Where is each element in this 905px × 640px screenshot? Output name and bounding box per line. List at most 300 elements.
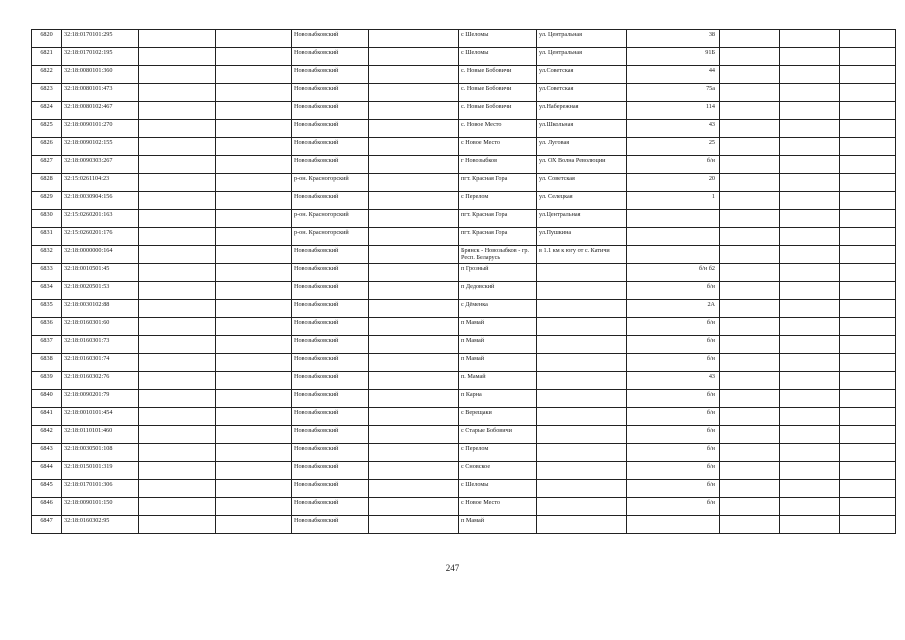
table-row <box>32 282 896 300</box>
empty-cell <box>369 174 459 192</box>
empty-cell <box>840 408 896 426</box>
street-cell: ул. Центральная <box>537 30 627 48</box>
empty-cell <box>216 30 292 48</box>
street-cell <box>537 480 627 498</box>
district-cell: Новозыбковский <box>292 372 369 390</box>
street-cell: ул. ОХ Волна Революции <box>537 156 627 174</box>
empty-cell <box>720 30 780 48</box>
cadastral-number-cell: 32:18:0160301:60 <box>62 318 139 336</box>
empty-cell <box>369 138 459 156</box>
empty-cell <box>780 84 840 102</box>
cadastral-number-cell: 32:15:0260201:176 <box>62 228 139 246</box>
table-row <box>32 138 896 156</box>
row-number-cell: 6832 <box>32 246 62 264</box>
empty-cell <box>720 228 780 246</box>
empty-cell <box>720 282 780 300</box>
empty-cell <box>139 480 216 498</box>
district-cell: Новозыбковский <box>292 264 369 282</box>
cadastral-number-cell: 32:18:0090101:150 <box>62 498 139 516</box>
house-number-cell: б/н <box>627 318 720 336</box>
street-cell <box>537 318 627 336</box>
empty-cell <box>780 228 840 246</box>
empty-cell <box>369 120 459 138</box>
district-cell: Новозыбковский <box>292 246 369 264</box>
empty-cell <box>369 390 459 408</box>
empty-cell <box>216 444 292 462</box>
house-number-cell: б/н <box>627 498 720 516</box>
cadastral-number-cell: 32:18:0020501:53 <box>62 282 139 300</box>
empty-cell <box>840 210 896 228</box>
empty-cell <box>216 462 292 480</box>
empty-cell <box>840 372 896 390</box>
cadastral-number-cell: 32:18:0010501:45 <box>62 264 139 282</box>
empty-cell <box>720 390 780 408</box>
empty-cell <box>139 516 216 534</box>
empty-cell <box>780 516 840 534</box>
empty-cell <box>780 102 840 120</box>
empty-cell <box>720 426 780 444</box>
empty-cell <box>840 48 896 66</box>
locality-cell: с. Новые Бобовичи <box>459 66 537 84</box>
house-number-cell: б/н <box>627 480 720 498</box>
locality-cell: с. Новые Бобовичи <box>459 84 537 102</box>
empty-cell <box>780 390 840 408</box>
empty-cell <box>780 66 840 84</box>
empty-cell <box>369 102 459 120</box>
empty-cell <box>139 48 216 66</box>
street-cell: ул.Школьная <box>537 120 627 138</box>
empty-cell <box>720 300 780 318</box>
row-number-cell: 6840 <box>32 390 62 408</box>
empty-cell <box>780 498 840 516</box>
district-cell: Новозыбковский <box>292 318 369 336</box>
empty-cell <box>216 156 292 174</box>
empty-cell <box>720 408 780 426</box>
empty-cell <box>216 120 292 138</box>
cadastral-number-cell: 32:18:0160301:74 <box>62 354 139 372</box>
empty-cell <box>840 462 896 480</box>
street-cell <box>537 444 627 462</box>
empty-cell <box>840 120 896 138</box>
table-row <box>32 318 896 336</box>
cadastral-number-cell: 32:18:0170102:195 <box>62 48 139 66</box>
house-number-cell: б/н б2 <box>627 264 720 282</box>
empty-cell <box>720 84 780 102</box>
district-cell: Новозыбковский <box>292 300 369 318</box>
empty-cell <box>139 30 216 48</box>
empty-cell <box>720 480 780 498</box>
empty-cell <box>369 192 459 210</box>
cadastral-number-cell: 32:18:0090201:79 <box>62 390 139 408</box>
empty-cell <box>139 192 216 210</box>
district-cell: Новозыбковский <box>292 498 369 516</box>
locality-cell: п. Мамай <box>459 372 537 390</box>
registry-table-body <box>32 30 896 534</box>
street-cell <box>537 408 627 426</box>
table-row <box>32 264 896 282</box>
empty-cell <box>720 66 780 84</box>
empty-cell <box>840 102 896 120</box>
locality-cell: п Мамай <box>459 354 537 372</box>
empty-cell <box>780 408 840 426</box>
row-number-cell: 6842 <box>32 426 62 444</box>
house-number-cell: б/н <box>627 156 720 174</box>
empty-cell <box>369 318 459 336</box>
empty-cell <box>780 444 840 462</box>
house-number-cell: б/н <box>627 354 720 372</box>
empty-cell <box>216 408 292 426</box>
locality-cell: пгт. Красная Гора <box>459 228 537 246</box>
empty-cell <box>840 156 896 174</box>
cadastral-number-cell: 32:18:0150101:319 <box>62 462 139 480</box>
cadastral-number-cell: 32:18:0170101:306 <box>62 480 139 498</box>
locality-cell: п Мамай <box>459 336 537 354</box>
empty-cell <box>369 426 459 444</box>
locality-cell: пгт. Красная Гора <box>459 174 537 192</box>
empty-cell <box>720 120 780 138</box>
empty-cell <box>139 156 216 174</box>
cadastral-number-cell: 32:18:0080102:467 <box>62 102 139 120</box>
empty-cell <box>780 318 840 336</box>
table-row <box>32 426 896 444</box>
table-row <box>32 156 896 174</box>
cadastral-number-cell: 32:18:0160301:73 <box>62 336 139 354</box>
district-cell: Новозыбковский <box>292 462 369 480</box>
street-cell: ул. Луговая <box>537 138 627 156</box>
locality-cell: с Сновское <box>459 462 537 480</box>
empty-cell <box>840 84 896 102</box>
street-cell <box>537 390 627 408</box>
cadastral-number-cell: 32:18:0080101:360 <box>62 66 139 84</box>
street-cell: ул.Советская <box>537 66 627 84</box>
table-row <box>32 300 896 318</box>
empty-cell <box>216 84 292 102</box>
empty-cell <box>139 282 216 300</box>
table-row <box>32 84 896 102</box>
house-number-cell: 1 <box>627 192 720 210</box>
house-number-cell: 2А <box>627 300 720 318</box>
row-number-cell: 6835 <box>32 300 62 318</box>
row-number-cell: 6820 <box>32 30 62 48</box>
cadastral-number-cell: 32:18:0000000:164 <box>62 246 139 264</box>
empty-cell <box>780 372 840 390</box>
house-number-cell: 44 <box>627 66 720 84</box>
row-number-cell: 6826 <box>32 138 62 156</box>
locality-cell: г Новозыбков <box>459 156 537 174</box>
empty-cell <box>369 210 459 228</box>
empty-cell <box>139 372 216 390</box>
row-number-cell: 6822 <box>32 66 62 84</box>
table-row <box>32 480 896 498</box>
row-number-cell: 6841 <box>32 408 62 426</box>
empty-cell <box>216 282 292 300</box>
table-row <box>32 372 896 390</box>
row-number-cell: 6847 <box>32 516 62 534</box>
empty-cell <box>216 138 292 156</box>
empty-cell <box>840 480 896 498</box>
cadastral-number-cell: 32:15:0261104:23 <box>62 174 139 192</box>
table-row <box>32 390 896 408</box>
locality-cell: с Старые Бобовичи <box>459 426 537 444</box>
street-cell <box>537 282 627 300</box>
empty-cell <box>139 246 216 264</box>
street-cell <box>537 354 627 372</box>
house-number-cell: б/н <box>627 444 720 462</box>
empty-cell <box>139 354 216 372</box>
street-cell <box>537 300 627 318</box>
empty-cell <box>216 210 292 228</box>
row-number-cell: 6845 <box>32 480 62 498</box>
locality-cell: с Дёменка <box>459 300 537 318</box>
street-cell <box>537 426 627 444</box>
table-row <box>32 462 896 480</box>
empty-cell <box>780 138 840 156</box>
locality-cell: п Мамай <box>459 516 537 534</box>
empty-cell <box>369 354 459 372</box>
district-cell: Новозыбковский <box>292 138 369 156</box>
table-row <box>32 102 896 120</box>
empty-cell <box>780 282 840 300</box>
empty-cell <box>780 30 840 48</box>
locality-cell: с Верещаки <box>459 408 537 426</box>
empty-cell <box>780 264 840 282</box>
empty-cell <box>139 264 216 282</box>
empty-cell <box>840 300 896 318</box>
empty-cell <box>720 246 780 264</box>
cadastral-number-cell: 32:18:0030102:88 <box>62 300 139 318</box>
row-number-cell: 6829 <box>32 192 62 210</box>
locality-cell: с. Новое Место <box>459 120 537 138</box>
table-row <box>32 192 896 210</box>
empty-cell <box>216 66 292 84</box>
district-cell: Новозыбковский <box>292 48 369 66</box>
empty-cell <box>216 300 292 318</box>
cadastral-number-cell: 32:18:0170101:295 <box>62 30 139 48</box>
empty-cell <box>840 30 896 48</box>
empty-cell <box>840 318 896 336</box>
empty-cell <box>139 120 216 138</box>
locality-cell: Брянск - Новозыбков - гр. Респ. Беларусь <box>459 246 537 264</box>
empty-cell <box>216 228 292 246</box>
district-cell: Новозыбковский <box>292 516 369 534</box>
street-cell: ул. Советская <box>537 174 627 192</box>
empty-cell <box>840 192 896 210</box>
empty-cell <box>720 102 780 120</box>
row-number-cell: 6836 <box>32 318 62 336</box>
empty-cell <box>369 66 459 84</box>
empty-cell <box>369 282 459 300</box>
cadastral-number-cell: 32:15:0260201:163 <box>62 210 139 228</box>
district-cell: р-он. Красногорский <box>292 228 369 246</box>
empty-cell <box>369 462 459 480</box>
row-number-cell: 6844 <box>32 462 62 480</box>
empty-cell <box>720 354 780 372</box>
district-cell: Новозыбковский <box>292 66 369 84</box>
street-cell: ул.Набережная <box>537 102 627 120</box>
table-row <box>32 66 896 84</box>
empty-cell <box>720 444 780 462</box>
district-cell: Новозыбковский <box>292 480 369 498</box>
district-cell: Новозыбковский <box>292 408 369 426</box>
empty-cell <box>369 444 459 462</box>
table-row <box>32 498 896 516</box>
empty-cell <box>840 390 896 408</box>
empty-cell <box>369 408 459 426</box>
table-row <box>32 228 896 246</box>
empty-cell <box>780 300 840 318</box>
row-number-cell: 6823 <box>32 84 62 102</box>
empty-cell <box>369 336 459 354</box>
cadastral-number-cell: 32:18:0090102:155 <box>62 138 139 156</box>
empty-cell <box>840 246 896 264</box>
empty-cell <box>720 462 780 480</box>
house-number-cell: 43 <box>627 120 720 138</box>
table-row <box>32 48 896 66</box>
empty-cell <box>369 300 459 318</box>
empty-cell <box>720 174 780 192</box>
street-cell <box>537 516 627 534</box>
locality-cell: п Мамай <box>459 318 537 336</box>
empty-cell <box>369 48 459 66</box>
empty-cell <box>139 84 216 102</box>
cadastral-number-cell: 32:18:0090101:270 <box>62 120 139 138</box>
empty-cell <box>216 264 292 282</box>
district-cell: Новозыбковский <box>292 120 369 138</box>
street-cell: ул. Селецкая <box>537 192 627 210</box>
empty-cell <box>840 138 896 156</box>
district-cell: Новозыбковский <box>292 30 369 48</box>
empty-cell <box>369 246 459 264</box>
table-row <box>32 408 896 426</box>
empty-cell <box>780 48 840 66</box>
empty-cell <box>840 444 896 462</box>
empty-cell <box>216 426 292 444</box>
house-number-cell: 75а <box>627 84 720 102</box>
district-cell: Новозыбковский <box>292 102 369 120</box>
house-number-cell: 91Б <box>627 48 720 66</box>
empty-cell <box>780 120 840 138</box>
district-cell: р-он. Красногорский <box>292 210 369 228</box>
empty-cell <box>139 390 216 408</box>
empty-cell <box>369 498 459 516</box>
empty-cell <box>216 498 292 516</box>
page-number: 247 <box>445 563 460 573</box>
cadastral-number-cell: 32:18:0030904:156 <box>62 192 139 210</box>
empty-cell <box>139 462 216 480</box>
empty-cell <box>216 246 292 264</box>
table-row <box>32 516 896 534</box>
empty-cell <box>139 174 216 192</box>
table-row <box>32 246 896 264</box>
district-cell: Новозыбковский <box>292 426 369 444</box>
empty-cell <box>139 210 216 228</box>
empty-cell <box>840 426 896 444</box>
empty-cell <box>840 228 896 246</box>
empty-cell <box>780 174 840 192</box>
house-number-cell: б/н <box>627 282 720 300</box>
empty-cell <box>780 480 840 498</box>
empty-cell <box>720 336 780 354</box>
street-cell: ул.Пушкина <box>537 228 627 246</box>
street-cell: в 1.1 км к югу от с. Катичи <box>537 246 627 264</box>
street-cell: ул.Советская <box>537 84 627 102</box>
empty-cell <box>139 318 216 336</box>
empty-cell <box>216 354 292 372</box>
empty-cell <box>780 354 840 372</box>
empty-cell <box>216 336 292 354</box>
locality-cell: с Новое Место <box>459 498 537 516</box>
district-cell: Новозыбковский <box>292 282 369 300</box>
empty-cell <box>139 426 216 444</box>
registry-table <box>31 29 896 534</box>
house-number-cell <box>627 246 720 264</box>
street-cell <box>537 264 627 282</box>
empty-cell <box>369 480 459 498</box>
cadastral-number-cell: 32:18:0160302:95 <box>62 516 139 534</box>
empty-cell <box>840 354 896 372</box>
empty-cell <box>139 138 216 156</box>
street-cell: ул.Центральная <box>537 210 627 228</box>
empty-cell <box>216 102 292 120</box>
empty-cell <box>840 174 896 192</box>
empty-cell <box>720 156 780 174</box>
empty-cell <box>780 210 840 228</box>
empty-cell <box>369 30 459 48</box>
empty-cell <box>216 516 292 534</box>
empty-cell <box>720 372 780 390</box>
street-cell <box>537 462 627 480</box>
street-cell <box>537 336 627 354</box>
empty-cell <box>369 228 459 246</box>
empty-cell <box>780 246 840 264</box>
empty-cell <box>216 48 292 66</box>
district-cell: Новозыбковский <box>292 192 369 210</box>
district-cell: Новозыбковский <box>292 444 369 462</box>
district-cell: Новозыбковский <box>292 354 369 372</box>
empty-cell <box>780 336 840 354</box>
row-number-cell: 6825 <box>32 120 62 138</box>
empty-cell <box>369 264 459 282</box>
cadastral-number-cell: 32:18:0010101:454 <box>62 408 139 426</box>
district-cell: р-он. Красногорский <box>292 174 369 192</box>
empty-cell <box>720 210 780 228</box>
empty-cell <box>780 156 840 174</box>
empty-cell <box>780 426 840 444</box>
locality-cell: п Дедовский <box>459 282 537 300</box>
row-number-cell: 6846 <box>32 498 62 516</box>
empty-cell <box>840 336 896 354</box>
row-number-cell: 6833 <box>32 264 62 282</box>
empty-cell <box>720 516 780 534</box>
empty-cell <box>840 516 896 534</box>
row-number-cell: 6834 <box>32 282 62 300</box>
row-number-cell: 6830 <box>32 210 62 228</box>
locality-cell: с Шеломы <box>459 480 537 498</box>
row-number-cell: 6824 <box>32 102 62 120</box>
cadastral-number-cell: 32:18:0160302:76 <box>62 372 139 390</box>
table-row <box>32 30 896 48</box>
cadastral-number-cell: 32:18:0080101:473 <box>62 84 139 102</box>
row-number-cell: 6821 <box>32 48 62 66</box>
empty-cell <box>139 444 216 462</box>
empty-cell <box>720 48 780 66</box>
empty-cell <box>139 498 216 516</box>
house-number-cell: 20 <box>627 174 720 192</box>
empty-cell <box>720 192 780 210</box>
empty-cell <box>139 228 216 246</box>
empty-cell <box>840 264 896 282</box>
locality-cell: п Карна <box>459 390 537 408</box>
